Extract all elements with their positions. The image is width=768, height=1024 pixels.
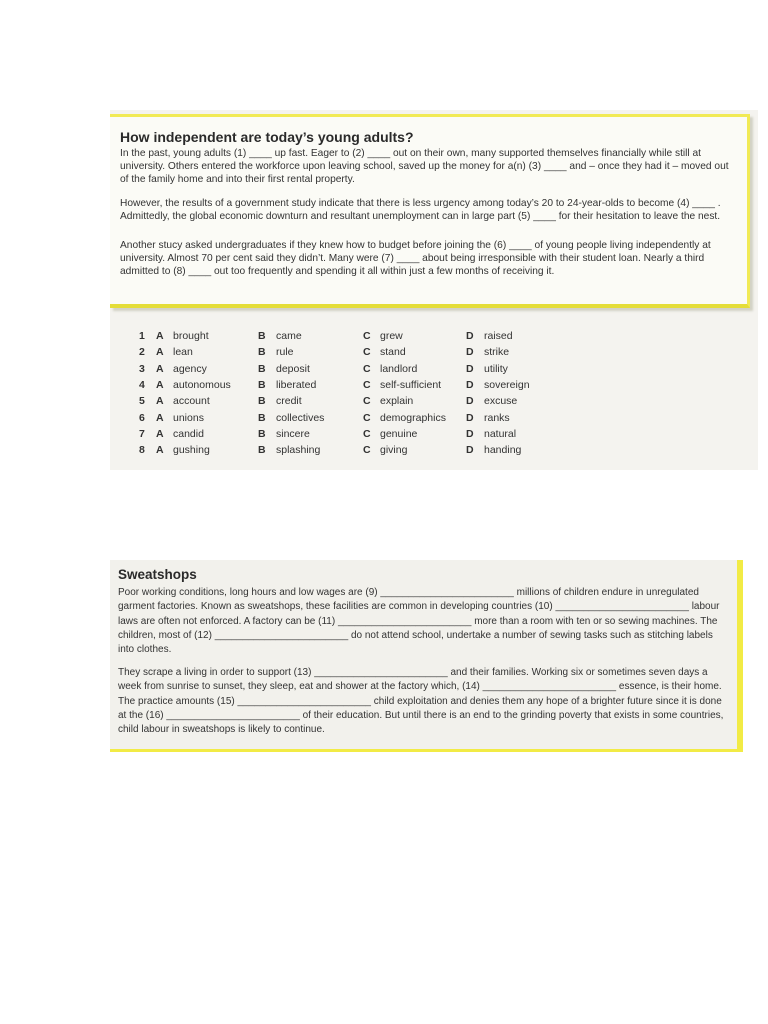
option-letter: B	[258, 362, 266, 375]
option-letter: A	[156, 346, 164, 359]
question-number: 6	[139, 411, 145, 424]
option-d: natural	[484, 427, 517, 440]
question-number: 2	[139, 346, 145, 359]
exercise-2-scan	[110, 560, 743, 752]
exercise-1-title: How independent are today’s young adults?	[120, 129, 414, 145]
option-letter: A	[156, 444, 164, 457]
question-number: 4	[139, 378, 145, 391]
option-row	[110, 444, 750, 460]
option-letter: D	[466, 444, 474, 457]
paragraph: Poor working conditions, long hours and low wages are (9) ________________________ millions of children endure in unregulated garment factories. Known as sweatshops, these facilities are common in developing countries (10) ________________________ labour laws are often not enforced. A factory can be (11) ________________________ more than a room with ten or so sewing machines. The children, most of (12) ________________________ do not attend school, undertake a number of sewing tasks such as stitching labels into clothes.	[118, 587, 720, 656]
question-number: 1	[139, 330, 145, 342]
option-letter: C	[363, 395, 371, 408]
question-number: 8	[139, 444, 145, 457]
option-b: credit	[276, 395, 302, 408]
option-c: demographics	[380, 411, 446, 424]
question-number: 3	[139, 362, 145, 375]
option-letter: B	[258, 346, 266, 359]
option-d: sovereign	[484, 378, 530, 391]
answer-options-list	[110, 330, 750, 460]
question-number: 5	[139, 395, 145, 408]
option-row	[110, 428, 750, 444]
option-letter: C	[363, 378, 371, 391]
option-a: unions	[173, 411, 204, 424]
option-letter: C	[363, 330, 371, 342]
option-letter: A	[156, 362, 164, 375]
option-b: liberated	[276, 378, 317, 391]
option-c: landlord	[380, 362, 418, 375]
option-d: ranks	[484, 411, 510, 424]
option-letter: D	[466, 395, 474, 408]
reading-text-box	[110, 114, 750, 308]
option-letter: D	[466, 330, 474, 342]
option-letter: C	[363, 444, 371, 457]
exercise-2-title: Sweatshops	[118, 567, 197, 582]
option-d: raised	[484, 330, 513, 342]
option-row	[110, 346, 750, 362]
option-row	[110, 330, 750, 346]
option-d: strike	[484, 346, 510, 359]
option-d: handing	[484, 444, 522, 457]
option-letter: A	[156, 395, 164, 408]
option-letter: B	[258, 411, 266, 424]
question-number: 7	[139, 427, 145, 440]
option-letter: B	[258, 444, 266, 457]
option-letter: B	[258, 395, 266, 408]
option-b: sincere	[276, 427, 310, 440]
option-letter: C	[363, 346, 371, 359]
paragraph: However, the results of a government study indicate that there is less urgency among today’s 20 to 24-year-olds to become (4) ____ . Admittedly, the global economic downturn and resultant unemployment can in large part (5) ____ for their hesitation to leave the nest.	[120, 198, 721, 222]
option-c: self-sufficient	[380, 378, 442, 391]
option-c: explain	[380, 395, 414, 408]
option-row	[110, 363, 750, 379]
option-a: gushing	[173, 444, 210, 457]
option-letter: D	[466, 362, 474, 375]
highlight-bar	[737, 560, 743, 752]
option-a: candid	[173, 427, 204, 440]
option-letter: A	[156, 330, 164, 342]
option-c: stand	[380, 346, 406, 359]
option-a: autonomous	[173, 378, 231, 391]
option-letter: D	[466, 427, 474, 440]
option-letter: B	[258, 378, 266, 391]
paragraph: They scrape a living in order to support (13) ________________________ and their families. Working six or sometimes seven days a week from sunrise to sunset, they sleep, eat and shower at the factory which, (14) ________________________ essence, is their home. The practice amounts (15) ________________________ child exploitation and denies them any hope of a brighter future since it is done at the (16) ________________________ of their education. But until there is an end to the grinding poverty that exists in some countries, child labour in sweatshops is likely to continue.	[118, 667, 724, 736]
option-letter: C	[363, 427, 371, 440]
option-b: rule	[276, 346, 294, 359]
option-letter: B	[258, 330, 266, 342]
exercise-1-scan	[110, 110, 758, 470]
option-a: agency	[173, 362, 207, 375]
option-row	[110, 412, 750, 428]
option-d: utility	[484, 362, 508, 375]
option-letter: D	[466, 346, 474, 359]
option-row	[110, 395, 750, 411]
option-letter: C	[363, 411, 371, 424]
option-a: lean	[173, 346, 193, 359]
option-letter: C	[363, 362, 371, 375]
option-b: came	[276, 330, 302, 342]
option-c: genuine	[380, 427, 418, 440]
highlight-underline	[110, 749, 743, 752]
option-b: collectives	[276, 411, 325, 424]
option-c: grew	[380, 330, 403, 342]
option-letter: D	[466, 378, 474, 391]
option-a: account	[173, 395, 210, 408]
option-letter: A	[156, 378, 164, 391]
option-letter: D	[466, 411, 474, 424]
option-b: splashing	[276, 444, 321, 457]
option-b: deposit	[276, 362, 310, 375]
option-letter: A	[156, 427, 164, 440]
option-d: excuse	[484, 395, 518, 408]
option-a: brought	[173, 330, 209, 342]
paragraph: In the past, young adults (1) ____ up fast. Eager to (2) ____ out on their own, many supported themselves financially while still at university. Others entered the workforce upon leaving school, saved up the money for a(n) (3) ____ and – once they had it – moved out of the family home and into their first rental property.	[120, 148, 729, 185]
option-letter: B	[258, 427, 266, 440]
option-c: giving	[380, 444, 408, 457]
paragraph: Another stucy asked undergraduates if they knew how to budget before joining the (6) ____ of young people living independently at university. Almost 70 per cent said they didn’t. Many were (7) ____ about being irresponsible with their student loan. Nearly a third admitted to (8) ____ out too frequently and spending it all within just a few months of receiving it.	[120, 240, 711, 277]
option-letter: A	[156, 411, 164, 424]
option-row	[110, 379, 750, 395]
